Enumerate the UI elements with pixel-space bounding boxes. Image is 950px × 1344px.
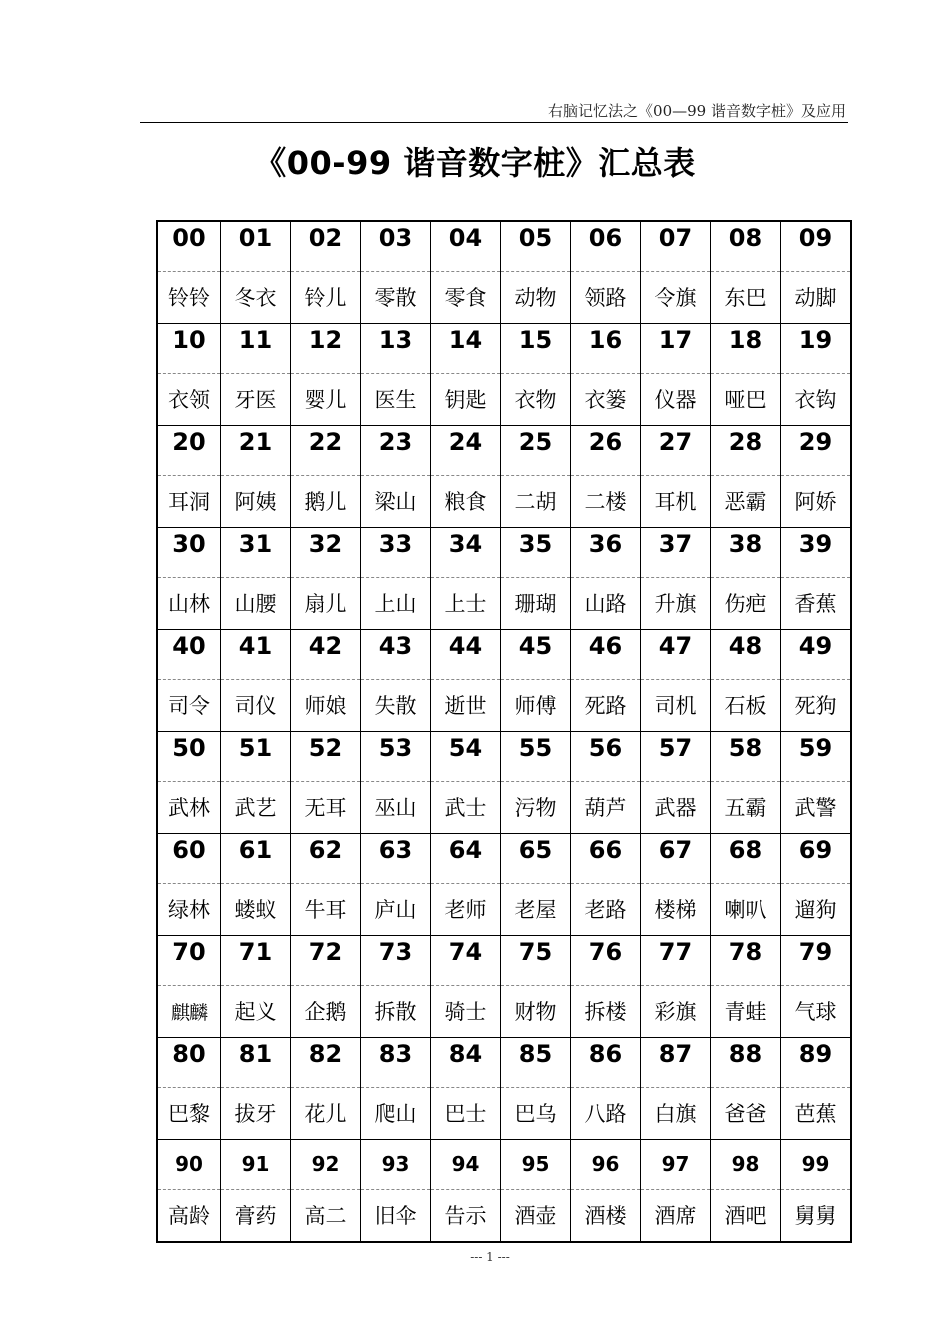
word-cell: 老路 [571,883,641,935]
word-cell: 武艺 [221,781,291,833]
number-cell: 45 [501,629,571,679]
word-cell: 山路 [571,577,641,629]
number-cell: 88 [711,1037,781,1087]
number-cell: 11 [221,323,291,373]
word-cell: 上山 [361,577,431,629]
word-cell: 八路 [571,1087,641,1139]
word-cell: 香蕉 [781,577,852,629]
number-cell: 76 [571,935,641,985]
word-cell: 山腰 [221,577,291,629]
page-number: --- 1 --- [470,1250,510,1264]
word-cell: 武士 [431,781,501,833]
word-cell: 零散 [361,271,431,323]
word-cell: 巴黎 [157,1087,221,1139]
word-cell: 酒壶 [501,1189,571,1242]
number-cell: 65 [501,833,571,883]
word-cell: 医生 [361,373,431,425]
number-cell: 16 [571,323,641,373]
number-cell: 28 [711,425,781,475]
word-cell: 失散 [361,679,431,731]
word-cell: 巫山 [361,781,431,833]
number-cell: 94 [431,1139,501,1189]
number-cell: 83 [361,1037,431,1087]
number-cell: 90 [157,1139,221,1189]
number-cell: 07 [641,221,711,271]
word-cell: 老师 [431,883,501,935]
word-cell: 气球 [781,985,852,1037]
number-cell: 58 [711,731,781,781]
word-cell: 花儿 [291,1087,361,1139]
word-cell: 庐山 [361,883,431,935]
number-cell: 23 [361,425,431,475]
number-cell: 95 [501,1139,571,1189]
word-cell: 告示 [431,1189,501,1242]
number-cell: 26 [571,425,641,475]
number-cell: 92 [291,1139,361,1189]
number-cell: 37 [641,527,711,577]
number-cell: 43 [361,629,431,679]
number-cell: 64 [431,833,501,883]
number-cell: 46 [571,629,641,679]
word-cell: 膏药 [221,1189,291,1242]
word-cell: 企鹅 [291,985,361,1037]
header-divider [140,122,848,123]
word-cell: 逝世 [431,679,501,731]
word-cell: 拔牙 [221,1087,291,1139]
number-cell: 59 [781,731,852,781]
word-cell: 二胡 [501,475,571,527]
number-row [157,935,851,985]
word-row [157,475,851,527]
number-cell: 27 [641,425,711,475]
word-row [157,1087,851,1139]
word-cell: 白旗 [641,1087,711,1139]
word-cell: 老屋 [501,883,571,935]
number-cell: 75 [501,935,571,985]
number-cell: 78 [711,935,781,985]
number-cell: 05 [501,221,571,271]
word-cell: 死狗 [781,679,852,731]
word-cell: 伤疤 [711,577,781,629]
number-cell: 04 [431,221,501,271]
number-cell: 67 [641,833,711,883]
word-cell: 污物 [501,781,571,833]
word-cell: 财物 [501,985,571,1037]
number-cell: 12 [291,323,361,373]
word-row [157,883,851,935]
number-cell: 19 [781,323,852,373]
word-cell: 牛耳 [291,883,361,935]
word-cell: 酒吧 [711,1189,781,1242]
number-cell: 00 [157,221,221,271]
number-cell: 06 [571,221,641,271]
number-cell: 93 [361,1139,431,1189]
number-cell: 10 [157,323,221,373]
number-cell: 81 [221,1037,291,1087]
number-cell: 98 [711,1139,781,1189]
number-cell: 08 [711,221,781,271]
number-cell: 34 [431,527,501,577]
number-cell: 52 [291,731,361,781]
number-cell: 15 [501,323,571,373]
word-cell: 零食 [431,271,501,323]
number-cell: 72 [291,935,361,985]
word-row [157,781,851,833]
number-cell: 42 [291,629,361,679]
word-row [157,679,851,731]
word-cell: 令旗 [641,271,711,323]
word-cell: 司机 [641,679,711,731]
word-cell: 遛狗 [781,883,852,935]
number-cell: 22 [291,425,361,475]
number-cell: 01 [221,221,291,271]
number-cell: 61 [221,833,291,883]
number-cell: 89 [781,1037,852,1087]
number-cell: 32 [291,527,361,577]
number-cell: 69 [781,833,852,883]
running-header-text: 右脑记忆法之《00—99 谐音数字桩》及应用 [548,102,846,120]
word-cell: 阿娇 [781,475,852,527]
number-cell: 36 [571,527,641,577]
word-cell: 起义 [221,985,291,1037]
number-cell: 84 [431,1037,501,1087]
word-row [157,373,851,425]
word-cell: 山林 [157,577,221,629]
number-cell: 73 [361,935,431,985]
word-cell: 拆楼 [571,985,641,1037]
number-cell: 77 [641,935,711,985]
word-cell: 粮食 [431,475,501,527]
number-row [157,1037,851,1087]
word-cell: 喇叭 [711,883,781,935]
number-cell: 44 [431,629,501,679]
word-cell: 酒席 [641,1189,711,1242]
number-row [157,527,851,577]
word-cell: 升旗 [641,577,711,629]
word-cell: 铃儿 [291,271,361,323]
number-cell: 20 [157,425,221,475]
number-cell: 70 [157,935,221,985]
number-row [157,731,851,781]
number-cell: 39 [781,527,852,577]
word-row [157,577,851,629]
word-cell: 无耳 [291,781,361,833]
word-cell: 二楼 [571,475,641,527]
number-cell: 13 [361,323,431,373]
number-cell: 63 [361,833,431,883]
number-cell: 50 [157,731,221,781]
word-cell: 骑士 [431,985,501,1037]
word-cell: 上士 [431,577,501,629]
word-cell: 石板 [711,679,781,731]
word-cell: 楼梯 [641,883,711,935]
number-cell: 09 [781,221,852,271]
number-cell: 66 [571,833,641,883]
word-cell: 死路 [571,679,641,731]
number-cell: 99 [781,1139,852,1189]
word-cell: 蝼蚁 [221,883,291,935]
number-cell: 18 [711,323,781,373]
number-row [157,323,851,373]
number-cell: 49 [781,629,852,679]
number-cell: 55 [501,731,571,781]
number-cell: 41 [221,629,291,679]
number-row [157,221,851,271]
peg-table [156,220,852,1243]
number-cell: 56 [571,731,641,781]
word-cell: 青蛙 [711,985,781,1037]
word-cell: 领路 [571,271,641,323]
number-cell: 47 [641,629,711,679]
number-cell: 51 [221,731,291,781]
word-cell: 高二 [291,1189,361,1242]
word-cell: 阿姨 [221,475,291,527]
number-cell: 80 [157,1037,221,1087]
word-cell: 衣篓 [571,373,641,425]
word-cell: 仪器 [641,373,711,425]
number-cell: 33 [361,527,431,577]
word-cell: 铃铃 [157,271,221,323]
word-cell: 五霸 [711,781,781,833]
word-row [157,1189,851,1242]
number-cell: 53 [361,731,431,781]
word-cell: 钥匙 [431,373,501,425]
word-cell: 旧伞 [361,1189,431,1242]
number-cell: 86 [571,1037,641,1087]
number-cell: 02 [291,221,361,271]
number-cell: 97 [641,1139,711,1189]
number-cell: 25 [501,425,571,475]
number-cell: 74 [431,935,501,985]
number-cell: 79 [781,935,852,985]
word-cell: 爬山 [361,1087,431,1139]
word-cell: 师娘 [291,679,361,731]
word-cell: 珊瑚 [501,577,571,629]
number-cell: 54 [431,731,501,781]
word-cell: 冬衣 [221,271,291,323]
number-cell: 30 [157,527,221,577]
number-cell: 68 [711,833,781,883]
number-row [157,629,851,679]
number-cell: 38 [711,527,781,577]
word-cell: 司令 [157,679,221,731]
word-cell: 酒楼 [571,1189,641,1242]
word-cell: 彩旗 [641,985,711,1037]
word-cell: 耳机 [641,475,711,527]
word-cell: 梁山 [361,475,431,527]
number-cell: 29 [781,425,852,475]
word-cell: 动脚 [781,271,852,323]
word-cell: 拆散 [361,985,431,1037]
word-cell: 武器 [641,781,711,833]
word-cell: 爸爸 [711,1087,781,1139]
number-cell: 35 [501,527,571,577]
number-cell: 14 [431,323,501,373]
number-row [157,1139,851,1189]
word-cell: 扇儿 [291,577,361,629]
word-cell: 动物 [501,271,571,323]
number-cell: 91 [221,1139,291,1189]
word-cell: 衣领 [157,373,221,425]
word-cell: 师傅 [501,679,571,731]
peg-table-container [156,220,852,1243]
word-cell: 衣物 [501,373,571,425]
word-cell: 东巴 [711,271,781,323]
word-cell: 绿林 [157,883,221,935]
number-cell: 60 [157,833,221,883]
number-cell: 87 [641,1037,711,1087]
word-cell: 芭蕉 [781,1087,852,1139]
word-cell: 鹅儿 [291,475,361,527]
number-cell: 40 [157,629,221,679]
word-row [157,271,851,323]
word-cell: 哑巴 [711,373,781,425]
word-cell: 耳洞 [157,475,221,527]
number-cell: 85 [501,1037,571,1087]
number-cell: 03 [361,221,431,271]
word-cell: 司仪 [221,679,291,731]
word-cell: 武警 [781,781,852,833]
word-cell: 牙医 [221,373,291,425]
number-cell: 17 [641,323,711,373]
word-cell: 葫芦 [571,781,641,833]
number-cell: 21 [221,425,291,475]
word-cell: 麒麟 [157,985,221,1037]
word-cell: 衣钩 [781,373,852,425]
number-cell: 57 [641,731,711,781]
word-cell: 婴儿 [291,373,361,425]
word-cell: 高龄 [157,1189,221,1242]
word-cell: 舅舅 [781,1189,852,1242]
number-cell: 71 [221,935,291,985]
word-cell: 恶霸 [711,475,781,527]
word-cell: 巴士 [431,1087,501,1139]
page-title: 《00-99 谐音数字桩》汇总表 [254,144,696,182]
number-row [157,833,851,883]
number-row [157,425,851,475]
word-cell: 武林 [157,781,221,833]
word-row [157,985,851,1037]
number-cell: 62 [291,833,361,883]
number-cell: 31 [221,527,291,577]
number-cell: 24 [431,425,501,475]
word-cell: 巴乌 [501,1087,571,1139]
number-cell: 96 [571,1139,641,1189]
number-cell: 82 [291,1037,361,1087]
peg-table-body [157,221,851,1242]
number-cell: 48 [711,629,781,679]
